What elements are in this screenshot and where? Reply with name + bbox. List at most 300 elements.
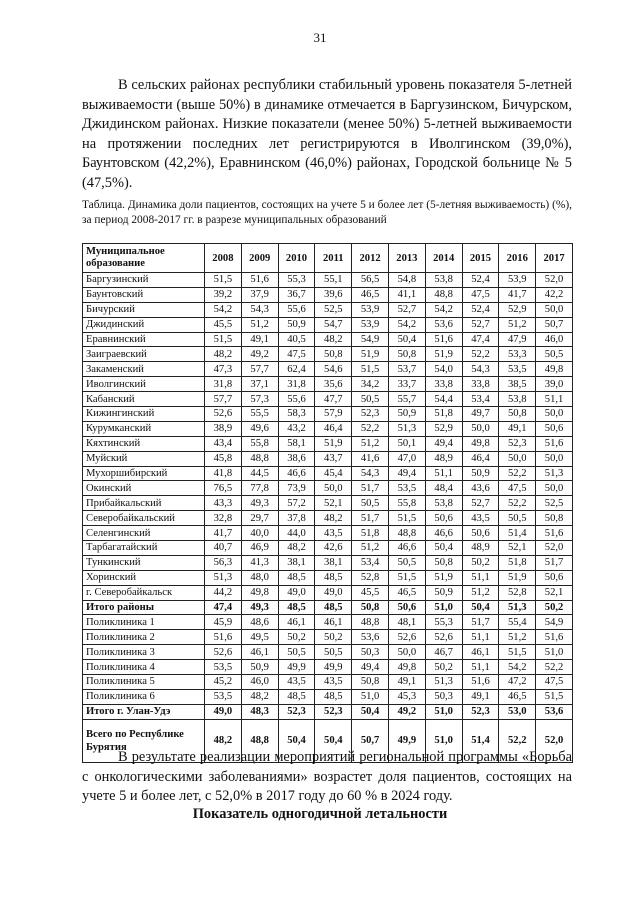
table-cell: 48,8 (352, 615, 389, 630)
table-cell: 49,1 (388, 675, 425, 690)
table-body (83, 273, 573, 763)
table-cell: 50,2 (278, 630, 315, 645)
table-cell: 54,3 (241, 302, 278, 317)
table-cell: 48,5 (315, 570, 352, 585)
table-cell: 55,7 (388, 392, 425, 407)
table-cell: 51,1 (536, 392, 573, 407)
table-cell: 52,8 (499, 585, 536, 600)
table-cell: 52,4 (462, 302, 499, 317)
table-cell: 46,1 (315, 615, 352, 630)
table-cell: 53,7 (388, 362, 425, 377)
table-cell: 51,2 (499, 630, 536, 645)
table-cell: 52,2 (462, 347, 499, 362)
table-cell: 39,0 (536, 377, 573, 392)
table-cell: 52,1 (536, 585, 573, 600)
table-cell: 45,2 (205, 675, 242, 690)
table-cell: 52,6 (388, 630, 425, 645)
table-cell: 33,8 (462, 377, 499, 392)
row-name: Северобайкальский (83, 511, 205, 526)
row-name: Всего по Республике Бурятия (83, 719, 205, 762)
row-name: Хоринский (83, 570, 205, 585)
table-cell: 51,2 (241, 317, 278, 332)
table-cell: 54,2 (388, 317, 425, 332)
header-year: 2011 (315, 244, 352, 273)
table-cell: 44,5 (241, 466, 278, 481)
table-cell: 50,6 (536, 421, 573, 436)
table-row (83, 689, 573, 704)
table-cell: 53,9 (352, 302, 389, 317)
row-name: Кяхтинский (83, 436, 205, 451)
table-cell: 45,8 (205, 451, 242, 466)
table-cell: 50,8 (315, 347, 352, 362)
table-cell: 62,4 (278, 362, 315, 377)
table-cell: 50,7 (352, 719, 389, 762)
table-cell: 35,6 (315, 377, 352, 392)
table-cell: 53,8 (425, 496, 462, 511)
table-cell: 52,6 (205, 645, 242, 660)
table-cell: 53,5 (499, 362, 536, 377)
header-year: 2017 (536, 244, 573, 273)
table-cell: 48,2 (205, 719, 242, 762)
table-cell: 55,3 (425, 615, 462, 630)
table-cell: 50,5 (499, 511, 536, 526)
table-row (83, 302, 573, 317)
table-cell: 48,5 (278, 689, 315, 704)
table-row (83, 421, 573, 436)
table-cell: 51,3 (499, 600, 536, 615)
table-cell: 46,1 (278, 615, 315, 630)
table-cell: 48,2 (278, 541, 315, 556)
table-row (83, 600, 573, 615)
table-cell: 42,6 (315, 541, 352, 556)
table-cell: 48,4 (425, 481, 462, 496)
table-cell: 53,5 (205, 689, 242, 704)
table-cell: 52,3 (278, 704, 315, 719)
table-cell: 48,5 (278, 600, 315, 615)
table-cell: 50,4 (315, 719, 352, 762)
table-cell: 46,9 (241, 541, 278, 556)
table-cell: 48,8 (388, 526, 425, 541)
table-cell: 52,0 (536, 541, 573, 556)
table-cell: 52,3 (352, 407, 389, 422)
table-cell: 51,1 (425, 466, 462, 481)
table-cell: 46,6 (278, 466, 315, 481)
table-cell: 43,3 (205, 496, 242, 511)
header-year: 2008 (205, 244, 242, 273)
header-year: 2015 (462, 244, 499, 273)
table-cell: 53,8 (499, 392, 536, 407)
row-name: Закаменский (83, 362, 205, 377)
table-cell: 47,4 (462, 332, 499, 347)
table-cell: 49,8 (462, 436, 499, 451)
table-cell: 52,7 (388, 302, 425, 317)
table-header-row (83, 244, 573, 273)
table-row (83, 630, 573, 645)
table-cell: 47,5 (278, 347, 315, 362)
table-cell: 50,5 (352, 392, 389, 407)
row-name: Итого районы (83, 600, 205, 615)
table-cell: 51,8 (352, 526, 389, 541)
table-cell: 37,1 (241, 377, 278, 392)
outro-paragraph: В результате реализации мероприятий региональной программы «Борьба с онкологическими заболеваниями» возрастет доля пациентов, состоящих на учете 5 и более лет, с 52,0% в 2017 году до 60 % в 2024 году. (82, 749, 572, 804)
table-cell: 47,4 (205, 600, 242, 615)
table-cell: 48,2 (205, 347, 242, 362)
table-cell: 49,1 (499, 421, 536, 436)
row-name: Баунтовский (83, 287, 205, 302)
table-cell: 52,2 (499, 466, 536, 481)
table-cell: 58,1 (278, 436, 315, 451)
table-cell: 55,5 (241, 407, 278, 422)
table-cell: 51,7 (352, 481, 389, 496)
table-cell: 43,7 (315, 451, 352, 466)
table-cell: 49,3 (241, 496, 278, 511)
table-cell: 50,3 (425, 689, 462, 704)
table-cell: 53,5 (205, 660, 242, 675)
table-cell: 51,1 (462, 630, 499, 645)
table-cell: 51,0 (425, 600, 462, 615)
table-cell: 50,3 (352, 645, 389, 660)
table-cell: 52,6 (205, 407, 242, 422)
table-cell: 53,5 (388, 481, 425, 496)
table-cell: 49,9 (315, 660, 352, 675)
table-cell: 48,8 (425, 287, 462, 302)
table-cell: 48,2 (315, 332, 352, 347)
table-row (83, 436, 573, 451)
table-cell: 50,4 (388, 332, 425, 347)
row-name: Кижингинский (83, 407, 205, 422)
table-row (83, 645, 573, 660)
table-cell: 48,6 (241, 615, 278, 630)
table-cell: 52,9 (425, 421, 462, 436)
table-cell: 49,0 (278, 585, 315, 600)
table-cell: 52,3 (462, 704, 499, 719)
row-name: Кабанский (83, 392, 205, 407)
table-cell: 50,9 (241, 660, 278, 675)
table-cell: 51,5 (205, 273, 242, 288)
table-cell: 49,2 (241, 347, 278, 362)
table-cell: 46,6 (388, 541, 425, 556)
table-cell: 41,7 (499, 287, 536, 302)
row-name: Поликлиника 4 (83, 660, 205, 675)
table-cell: 51,8 (425, 407, 462, 422)
row-name: Тарбагатайский (83, 541, 205, 556)
header-year: 2010 (278, 244, 315, 273)
table-row (83, 660, 573, 675)
table-cell: 52,2 (499, 719, 536, 762)
table-cell: 51,6 (536, 630, 573, 645)
table-cell: 47,2 (499, 675, 536, 690)
table-cell: 50,0 (462, 421, 499, 436)
row-name: Тункинский (83, 555, 205, 570)
row-name: Поликлиника 6 (83, 689, 205, 704)
table-cell: 48,2 (241, 689, 278, 704)
table-row (83, 451, 573, 466)
table-cell: 52,3 (315, 704, 352, 719)
table-cell: 51,0 (352, 689, 389, 704)
table-cell: 52,1 (315, 496, 352, 511)
table-cell: 54,7 (315, 317, 352, 332)
table-cell: 48,8 (241, 719, 278, 762)
table-cell: 50,2 (315, 630, 352, 645)
table-row (83, 555, 573, 570)
table-cell: 47,3 (205, 362, 242, 377)
header-year: 2009 (241, 244, 278, 273)
table-cell: 33,7 (388, 377, 425, 392)
row-name: Поликлиника 2 (83, 630, 205, 645)
table-cell: 54,6 (315, 362, 352, 377)
table-cell: 50,6 (462, 526, 499, 541)
table-cell: 53,0 (499, 704, 536, 719)
table-cell: 50,4 (425, 541, 462, 556)
table-cell: 43,5 (278, 675, 315, 690)
table-cell: 54,4 (425, 392, 462, 407)
table-cell: 48,2 (315, 511, 352, 526)
table-cell: 53,6 (352, 630, 389, 645)
table-cell: 49,7 (462, 407, 499, 422)
table-row (83, 704, 573, 719)
table-cell: 51,5 (536, 689, 573, 704)
table-cell: 77,8 (241, 481, 278, 496)
table-cell: 43,6 (462, 481, 499, 496)
table-cell: 48,5 (315, 689, 352, 704)
table-cell: 54,2 (425, 302, 462, 317)
table-cell: 51,2 (499, 317, 536, 332)
section-subheading: Показатель одногодичной летальности (192, 806, 448, 822)
intro-paragraph: В сельских районах республики стабильный уровень показателя 5-летней выживаемости (выше 50%) в динамике отмечается в Баргузинском, Бичурском, Джидинском районах. Низкие показатели (менее 50%) 5-летней выживаемости на протяжении последних лет регистрируются в Иволгинском (39,0%), Баунтовском (42,2%), Еравнинском (46,0%) районах, Городской больнице № 5 (47,5%). (82, 77, 572, 191)
table-cell: 50,1 (388, 436, 425, 451)
table-cell: 54,9 (536, 615, 573, 630)
table-cell: 49,9 (278, 660, 315, 675)
table-cell: 29,7 (241, 511, 278, 526)
table-cell: 31,8 (205, 377, 242, 392)
table-cell: 52,5 (315, 302, 352, 317)
table-row (83, 362, 573, 377)
table-cell: 57,2 (278, 496, 315, 511)
table-cell: 54,3 (352, 466, 389, 481)
table-cell: 51,9 (499, 570, 536, 585)
header-year: 2016 (499, 244, 536, 273)
table-cell: 51,0 (425, 719, 462, 762)
table-cell: 51,0 (425, 704, 462, 719)
table-row (83, 675, 573, 690)
table-cell: 51,6 (536, 436, 573, 451)
row-name: Селенгинский (83, 526, 205, 541)
table-cell: 53,9 (499, 273, 536, 288)
header-year: 2014 (425, 244, 462, 273)
table-cell: 50,6 (425, 511, 462, 526)
table-cell: 45,5 (352, 585, 389, 600)
table-cell: 41,6 (352, 451, 389, 466)
table-cell: 43,5 (315, 675, 352, 690)
table-cell: 44,2 (205, 585, 242, 600)
table-cell: 49,8 (241, 585, 278, 600)
table-cell: 50,0 (315, 481, 352, 496)
survival-table (82, 243, 573, 763)
table-cell: 50,9 (388, 407, 425, 422)
table-cell: 73,9 (278, 481, 315, 496)
table-cell: 48,0 (241, 570, 278, 585)
table-cell: 50,5 (315, 645, 352, 660)
table-cell: 38,1 (278, 555, 315, 570)
row-name: Курумканский (83, 421, 205, 436)
row-name: Поликлиника 3 (83, 645, 205, 660)
table-cell: 39,6 (315, 287, 352, 302)
table-cell: 49,8 (536, 362, 573, 377)
table-cell: 34,2 (352, 377, 389, 392)
table-cell: 52,2 (499, 496, 536, 511)
table-cell: 47,7 (315, 392, 352, 407)
row-name: Джидинский (83, 317, 205, 332)
table-cell: 46,5 (499, 689, 536, 704)
table-cell: 55,3 (278, 273, 315, 288)
table-cell: 53,9 (352, 317, 389, 332)
header-year: 2012 (352, 244, 389, 273)
page-number: 31 (313, 30, 327, 45)
row-name: Поликлиника 1 (83, 615, 205, 630)
table-cell: 50,6 (388, 600, 425, 615)
table-cell: 52,0 (536, 273, 573, 288)
header-municipality: Муниципальное образование (83, 244, 205, 273)
table-cell: 52,7 (462, 317, 499, 332)
table-cell: 50,9 (425, 585, 462, 600)
table-cell: 51,5 (499, 645, 536, 660)
table-cell: 42,2 (536, 287, 573, 302)
table-cell: 51,5 (388, 511, 425, 526)
table-cell: 51,1 (462, 660, 499, 675)
table-cell: 53,4 (462, 392, 499, 407)
table-cell: 51,3 (388, 421, 425, 436)
table-cell: 49,1 (462, 689, 499, 704)
table-cell: 55,6 (278, 302, 315, 317)
table-cell: 47,5 (462, 287, 499, 302)
table-cell: 45,3 (388, 689, 425, 704)
table-row (83, 496, 573, 511)
table-cell: 50,5 (536, 347, 573, 362)
header-year: 2013 (388, 244, 425, 273)
table-cell: 49,8 (388, 660, 425, 675)
table-cell: 47,5 (499, 481, 536, 496)
table-cell: 38,5 (499, 377, 536, 392)
table-cell: 51,5 (352, 362, 389, 377)
table-cell: 50,2 (425, 660, 462, 675)
table-row (83, 466, 573, 481)
table-cell: 51,2 (462, 585, 499, 600)
table-cell: 50,8 (388, 347, 425, 362)
table-cell: 55,1 (315, 273, 352, 288)
table-cell: 49,4 (388, 466, 425, 481)
table-cell: 51,6 (205, 630, 242, 645)
row-name: Бичурский (83, 302, 205, 317)
table-cell: 51,5 (205, 332, 242, 347)
table-cell: 43,5 (462, 511, 499, 526)
row-name: Поликлиника 5 (83, 675, 205, 690)
table-cell: 49,6 (241, 421, 278, 436)
table-caption: Таблица. Динамика доли пациентов, состоящих на учете 5 и более лет (5-летняя выживаемость) (%), за период 2008-2017 гг. в разрезе муниципальных образований (82, 199, 572, 226)
table-cell: 40,0 (241, 526, 278, 541)
table-cell: 51,2 (352, 541, 389, 556)
table-cell: 47,9 (499, 332, 536, 347)
table-cell: 50,5 (388, 555, 425, 570)
table-cell: 49,3 (241, 600, 278, 615)
table-cell: 52,0 (536, 719, 573, 762)
table-cell: 41,7 (205, 526, 242, 541)
table-cell: 51,0 (536, 645, 573, 660)
table-cell: 51,9 (352, 347, 389, 362)
table-cell: 51,7 (536, 555, 573, 570)
table-cell: 50,9 (278, 317, 315, 332)
table-cell: 54,9 (352, 332, 389, 347)
table-cell: 51,6 (425, 332, 462, 347)
table-row (83, 273, 573, 288)
table-cell: 39,2 (205, 287, 242, 302)
table-cell: 38,6 (278, 451, 315, 466)
table-row (83, 511, 573, 526)
table-cell: 36,7 (278, 287, 315, 302)
table-cell: 41,8 (205, 466, 242, 481)
table-cell: 54,8 (388, 273, 425, 288)
row-name: Прибайкальский (83, 496, 205, 511)
table-cell: 33,8 (425, 377, 462, 392)
table-cell: 48,3 (241, 704, 278, 719)
table-cell: 52,1 (499, 541, 536, 556)
table-cell: 52,6 (425, 630, 462, 645)
table-cell: 50,6 (536, 570, 573, 585)
table-cell: 50,8 (352, 675, 389, 690)
table-cell: 49,9 (388, 719, 425, 762)
table-cell: 51,7 (462, 615, 499, 630)
table-cell: 51,9 (315, 436, 352, 451)
table-cell: 57,7 (241, 362, 278, 377)
table-cell: 51,3 (536, 466, 573, 481)
table-cell: 50,0 (536, 302, 573, 317)
table-cell: 51,4 (499, 526, 536, 541)
table-cell: 51,9 (425, 347, 462, 362)
table-cell: 50,8 (352, 600, 389, 615)
table-cell: 54,2 (205, 302, 242, 317)
table-cell: 51,4 (462, 719, 499, 762)
table-cell: 50,8 (425, 555, 462, 570)
table-cell: 50,7 (536, 317, 573, 332)
row-name: Окинский (83, 481, 205, 496)
row-name: Мухоршибирский (83, 466, 205, 481)
row-name: Итого г. Улан-Удэ (83, 704, 205, 719)
table-cell: 50,9 (462, 466, 499, 481)
table-cell: 52,8 (352, 570, 389, 585)
table-cell: 52,9 (499, 302, 536, 317)
row-name: Баргузинский (83, 273, 205, 288)
table-row (83, 347, 573, 362)
row-name: Заиграевский (83, 347, 205, 362)
table-cell: 48,9 (462, 541, 499, 556)
table-cell: 56,3 (205, 555, 242, 570)
table-cell: 51,7 (352, 511, 389, 526)
table-cell: 51,9 (425, 570, 462, 585)
table-cell: 41,1 (388, 287, 425, 302)
table-cell: 55,8 (388, 496, 425, 511)
table-cell: 51,8 (499, 555, 536, 570)
table-cell: 51,6 (536, 526, 573, 541)
table-cell: 49,4 (352, 660, 389, 675)
table-cell: 53,6 (536, 704, 573, 719)
table-cell: 47,5 (536, 675, 573, 690)
table-cell: 48,5 (315, 600, 352, 615)
table-cell: 43,2 (278, 421, 315, 436)
table-cell: 38,1 (315, 555, 352, 570)
table-cell: 50,0 (499, 451, 536, 466)
table-cell: 51,6 (462, 675, 499, 690)
table-cell: 49,0 (315, 585, 352, 600)
table-cell: 57,9 (315, 407, 352, 422)
